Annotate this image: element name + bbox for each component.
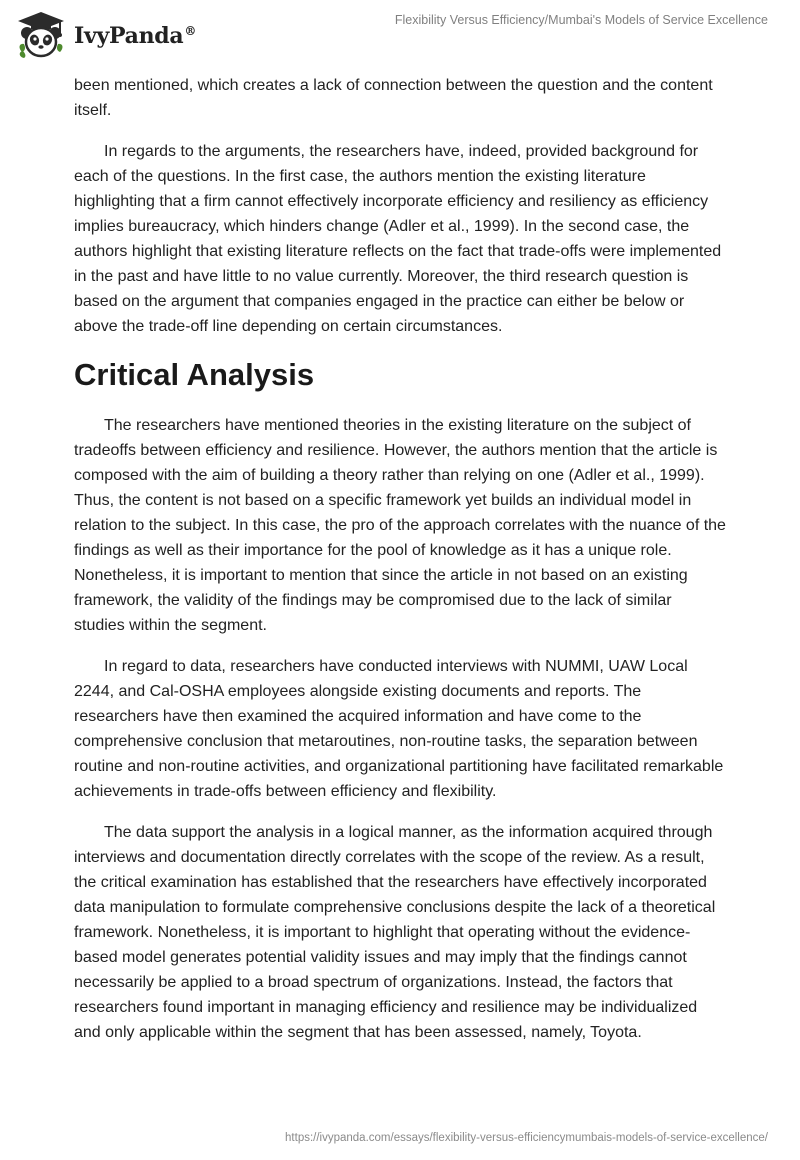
footer-source-url[interactable]: https://ivypanda.com/essays/flexibility-versus-efficiencymumbais-models-of-service-excellence/ xyxy=(285,1132,768,1144)
logo-wordmark xyxy=(74,23,196,49)
essay-content xyxy=(74,73,726,1061)
paragraph-data: In regard to data, researchers have conducted interviews with NUMMI, UAW Local 2244, and Cal-OSHA employees alongside existing documents and reports. The researchers have then examined the acquired information and have come to the comprehensive conclusion that metaroutines, non-routine tasks, the separation between routine and non-routine activities, and organizational partitioning have facilitated remarkable achievements in trade-offs between efficiency and flexibility. xyxy=(74,658,724,800)
paragraph-arguments: In regards to the arguments, the researchers have, indeed, provided background for each of the questions. In the first case, the authors mention the existing literature highlighting that a firm cannot effectively incorporate efficiency and resiliency as efficiency implies bureaucracy, which hinders change (Adler et al., 1999). In the second case, the authors highlight that existing literature reflects on the fact that trade-offs were implemented in the past and have little to no value currently. Moreover, the third research question is based on the argument that companies engaged in the practice can either be below or above the trade-off line depending on certain circumstances. xyxy=(74,143,722,335)
running-title: Flexibility Versus Efficiency/Mumbai's Models of Service Excellence xyxy=(394,13,768,27)
paragraph-theories: The researchers have mentioned theories in the existing literature on the subject of tradeoffs between efficiency and resilience. However, the authors mention that the article is composed with the aim of building a theory rather than relying on one (Adler et al., 1999). Thus, the content is not based on a specific framework yet builds an individual model in relation to the subject. In this case, the pro of the approach correlates with the nuance of the findings as well as their importance for the pool of knowledge as it has a unique role. Nonetheless, it is important to mention that since the article in not based on an existing framework, the validity of the findings may be compromised due to the lack of similar studies within the segment. xyxy=(74,417,726,634)
panda-graduate-logo-icon xyxy=(14,8,68,62)
page-header xyxy=(0,0,800,72)
section-heading-critical-analysis: Critical Analysis xyxy=(74,357,315,392)
paragraph-continued: been mentioned, which creates a lack of connection between the question and the content itself. xyxy=(74,77,713,119)
logo-wordmark-text: IvyPanda xyxy=(74,23,184,49)
registered-mark: ® xyxy=(184,23,197,38)
ivypanda-logo[interactable] xyxy=(14,8,196,62)
paragraph-data-support: The data support the analysis in a logical manner, as the information acquired through interviews and documentation directly correlates with the scope of the review. As a result, the critical examination has established that the researchers have effectively incorporated data manipulation to formulate comprehensive conclusions despite the lack of a theoretical framework. Nonetheless, it is important to highlight that operating without the evidence-based model generates potential validity issues and may imply that the findings cannot necessarily be applied to a broad spectrum of organizations. Instead, the factors that researchers found important in managing efficiency and resilience may be individualized and only applicable within the segment that has been assessed, namely, Toyota. xyxy=(74,824,716,1041)
